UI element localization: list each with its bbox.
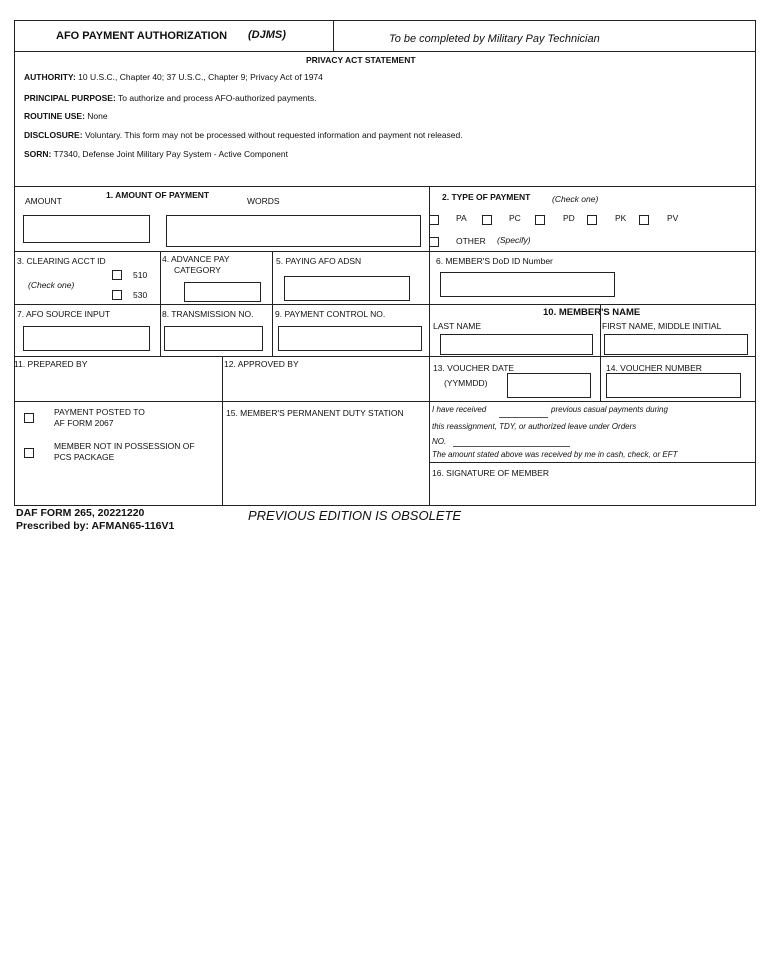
checkbox-payment-posted[interactable]	[24, 413, 34, 423]
row4-divider	[14, 401, 756, 402]
payment-posted-label: PAYMENT POSTED TO	[54, 407, 145, 417]
sorn-row	[24, 150, 288, 159]
frame-bottom	[14, 505, 756, 506]
clearing-instruction: (Check one)	[28, 280, 75, 290]
col-div-11-12	[222, 356, 223, 505]
words-label: WORDS	[247, 196, 280, 206]
advance-pay-heading: 4. ADVANCE PAY	[162, 254, 230, 264]
right-column-divider	[429, 186, 430, 505]
label-510: 510	[133, 270, 148, 280]
voucher-date-format: (YYMMDD)	[444, 378, 488, 388]
statement-divider	[429, 462, 755, 463]
voucher-number-input[interactable]	[606, 373, 741, 398]
purpose-text: To authorize and process AFO-authorized payments.	[118, 93, 317, 103]
purpose-row	[24, 94, 316, 103]
afo-source-heading: 7. AFO SOURCE INPUT	[17, 309, 111, 319]
duty-station-heading: 15. MEMBER'S PERMANENT DUTY STATION	[226, 408, 404, 418]
payment-posted-label-2: AF FORM 2067	[54, 418, 114, 428]
disclosure-label: DISCLOSURE:	[24, 130, 83, 140]
label-pk: PK	[615, 213, 627, 223]
checkbox-pa[interactable]	[429, 215, 439, 225]
statement-no-label: NO.	[432, 437, 447, 446]
paying-afo-input[interactable]	[284, 276, 410, 301]
voucher-date-input[interactable]	[507, 373, 591, 398]
control-no-heading: 9. PAYMENT CONTROL NO.	[275, 309, 386, 319]
sorn-text: T7340, Defense Joint Military Pay System - Active Component	[53, 149, 288, 159]
label-pd: PD	[563, 213, 575, 223]
routine-row	[24, 112, 108, 121]
label-other-specify: (Specify)	[497, 235, 531, 245]
frame-right	[755, 20, 756, 506]
routine-text: None	[87, 111, 108, 121]
label-pa: PA	[456, 213, 467, 223]
voucher-number-heading: 14. VOUCHER NUMBER	[606, 363, 702, 373]
amount-label: AMOUNT	[25, 196, 62, 206]
dod-id-heading: 6. MEMBER'S DoD ID Number	[436, 256, 553, 266]
prepared-by-heading: 11. PREPARED BY	[14, 359, 88, 369]
purpose-label: PRINCIPAL PURPOSE:	[24, 93, 116, 103]
form-id: DAF FORM 265, 20221220	[16, 507, 145, 519]
header-split	[333, 20, 334, 51]
dod-id-input[interactable]	[440, 272, 615, 297]
row2-divider	[14, 304, 756, 305]
checkbox-pd[interactable]	[535, 215, 545, 225]
privacy-heading: PRIVACY ACT STATEMENT	[306, 55, 416, 65]
paying-afo-heading: 5. PAYING AFO ADSN	[276, 256, 362, 266]
transmission-input[interactable]	[164, 326, 263, 351]
authority-label: AUTHORITY:	[24, 72, 76, 82]
signature-area[interactable]	[431, 480, 753, 504]
checkbox-other[interactable]	[429, 237, 439, 247]
amount-input[interactable]	[23, 215, 150, 243]
statement-received: I have received	[432, 405, 487, 414]
checkbox-530[interactable]	[112, 290, 122, 300]
checkbox-510[interactable]	[112, 270, 122, 280]
member-name-heading: 10. MEMBER'S NAME	[543, 307, 641, 318]
label-530: 530	[133, 290, 148, 300]
statement-previous: previous casual payments during	[551, 405, 668, 414]
form-title: AFO PAYMENT AUTHORIZATION	[56, 30, 228, 42]
last-name-label: LAST NAME	[433, 321, 482, 331]
col-div-7-8	[160, 304, 161, 356]
statement-line4: The amount stated above was received by me in cash, check, or EFT	[432, 450, 678, 459]
col-div-3-4	[160, 251, 161, 304]
casual-payments-blank[interactable]	[499, 417, 548, 418]
obsolete-notice: PREVIOUS EDITION IS OBSOLETE	[248, 508, 462, 523]
header-divider	[14, 51, 756, 52]
disclosure-text: Voluntary. This form may not be processed without requested information and payment not released.	[84, 130, 463, 140]
row1-divider	[14, 251, 756, 252]
prescribed-by: Prescribed by: AFMAN65-116V1	[16, 520, 175, 532]
voucher-date-heading: 13. VOUCHER DATE	[433, 363, 515, 373]
disclosure-row	[24, 131, 463, 140]
afo-source-input[interactable]	[23, 326, 150, 351]
signature-heading: 16. SIGNATURE OF MEMBER	[432, 468, 549, 478]
no-pcs-label: MEMBER NOT IN POSSESSION OF	[54, 441, 195, 451]
checkbox-no-pcs-package[interactable]	[24, 448, 34, 458]
col-div-8-9	[272, 304, 273, 356]
control-no-input[interactable]	[278, 326, 422, 351]
statement-line2: this reassignment, TDY, or authorized leave under Orders	[432, 422, 637, 431]
col-div-13-14	[600, 356, 601, 401]
checkbox-pc[interactable]	[482, 215, 492, 225]
col-div-4-5	[272, 251, 273, 304]
authority-text: 10 U.S.C., Chapter 40; 37 U.S.C., Chapter 9; Privacy Act of 1974	[78, 72, 323, 82]
advance-pay-heading-2: CATEGORY	[174, 265, 221, 275]
clearing-heading: 3. CLEARING ACCT ID	[17, 256, 106, 266]
sorn-label: SORN:	[24, 149, 52, 159]
label-other: OTHER	[456, 236, 486, 246]
label-pc: PC	[509, 213, 521, 223]
payment-type-heading: 2. TYPE OF PAYMENT	[442, 192, 531, 202]
first-name-label: FIRST NAME, MIDDLE INITIAL	[602, 321, 722, 331]
approved-by-heading: 12. APPROVED BY	[224, 359, 299, 369]
words-input[interactable]	[166, 215, 421, 247]
checkbox-pv[interactable]	[639, 215, 649, 225]
advance-pay-input[interactable]	[184, 282, 261, 302]
frame-left	[14, 20, 15, 506]
authority-row	[24, 73, 323, 82]
amount-heading: 1. AMOUNT OF PAYMENT	[106, 190, 210, 200]
first-name-input[interactable]	[604, 334, 748, 355]
row3-divider	[14, 356, 756, 357]
last-name-input[interactable]	[440, 334, 593, 355]
transmission-heading: 8. TRANSMISSION NO.	[162, 309, 254, 319]
label-pv: PV	[667, 213, 679, 223]
form-system: (DJMS)	[248, 29, 286, 41]
payment-type-instruction: (Check one)	[552, 194, 599, 204]
checkbox-pk[interactable]	[587, 215, 597, 225]
orders-number-blank[interactable]	[453, 446, 570, 447]
routine-label: ROUTINE USE:	[24, 111, 85, 121]
no-pcs-label-2: PCS PACKAGE	[54, 452, 115, 462]
privacy-divider	[14, 186, 756, 187]
header-note: To be completed by Military Pay Technician	[389, 33, 600, 45]
frame-top	[14, 20, 756, 21]
